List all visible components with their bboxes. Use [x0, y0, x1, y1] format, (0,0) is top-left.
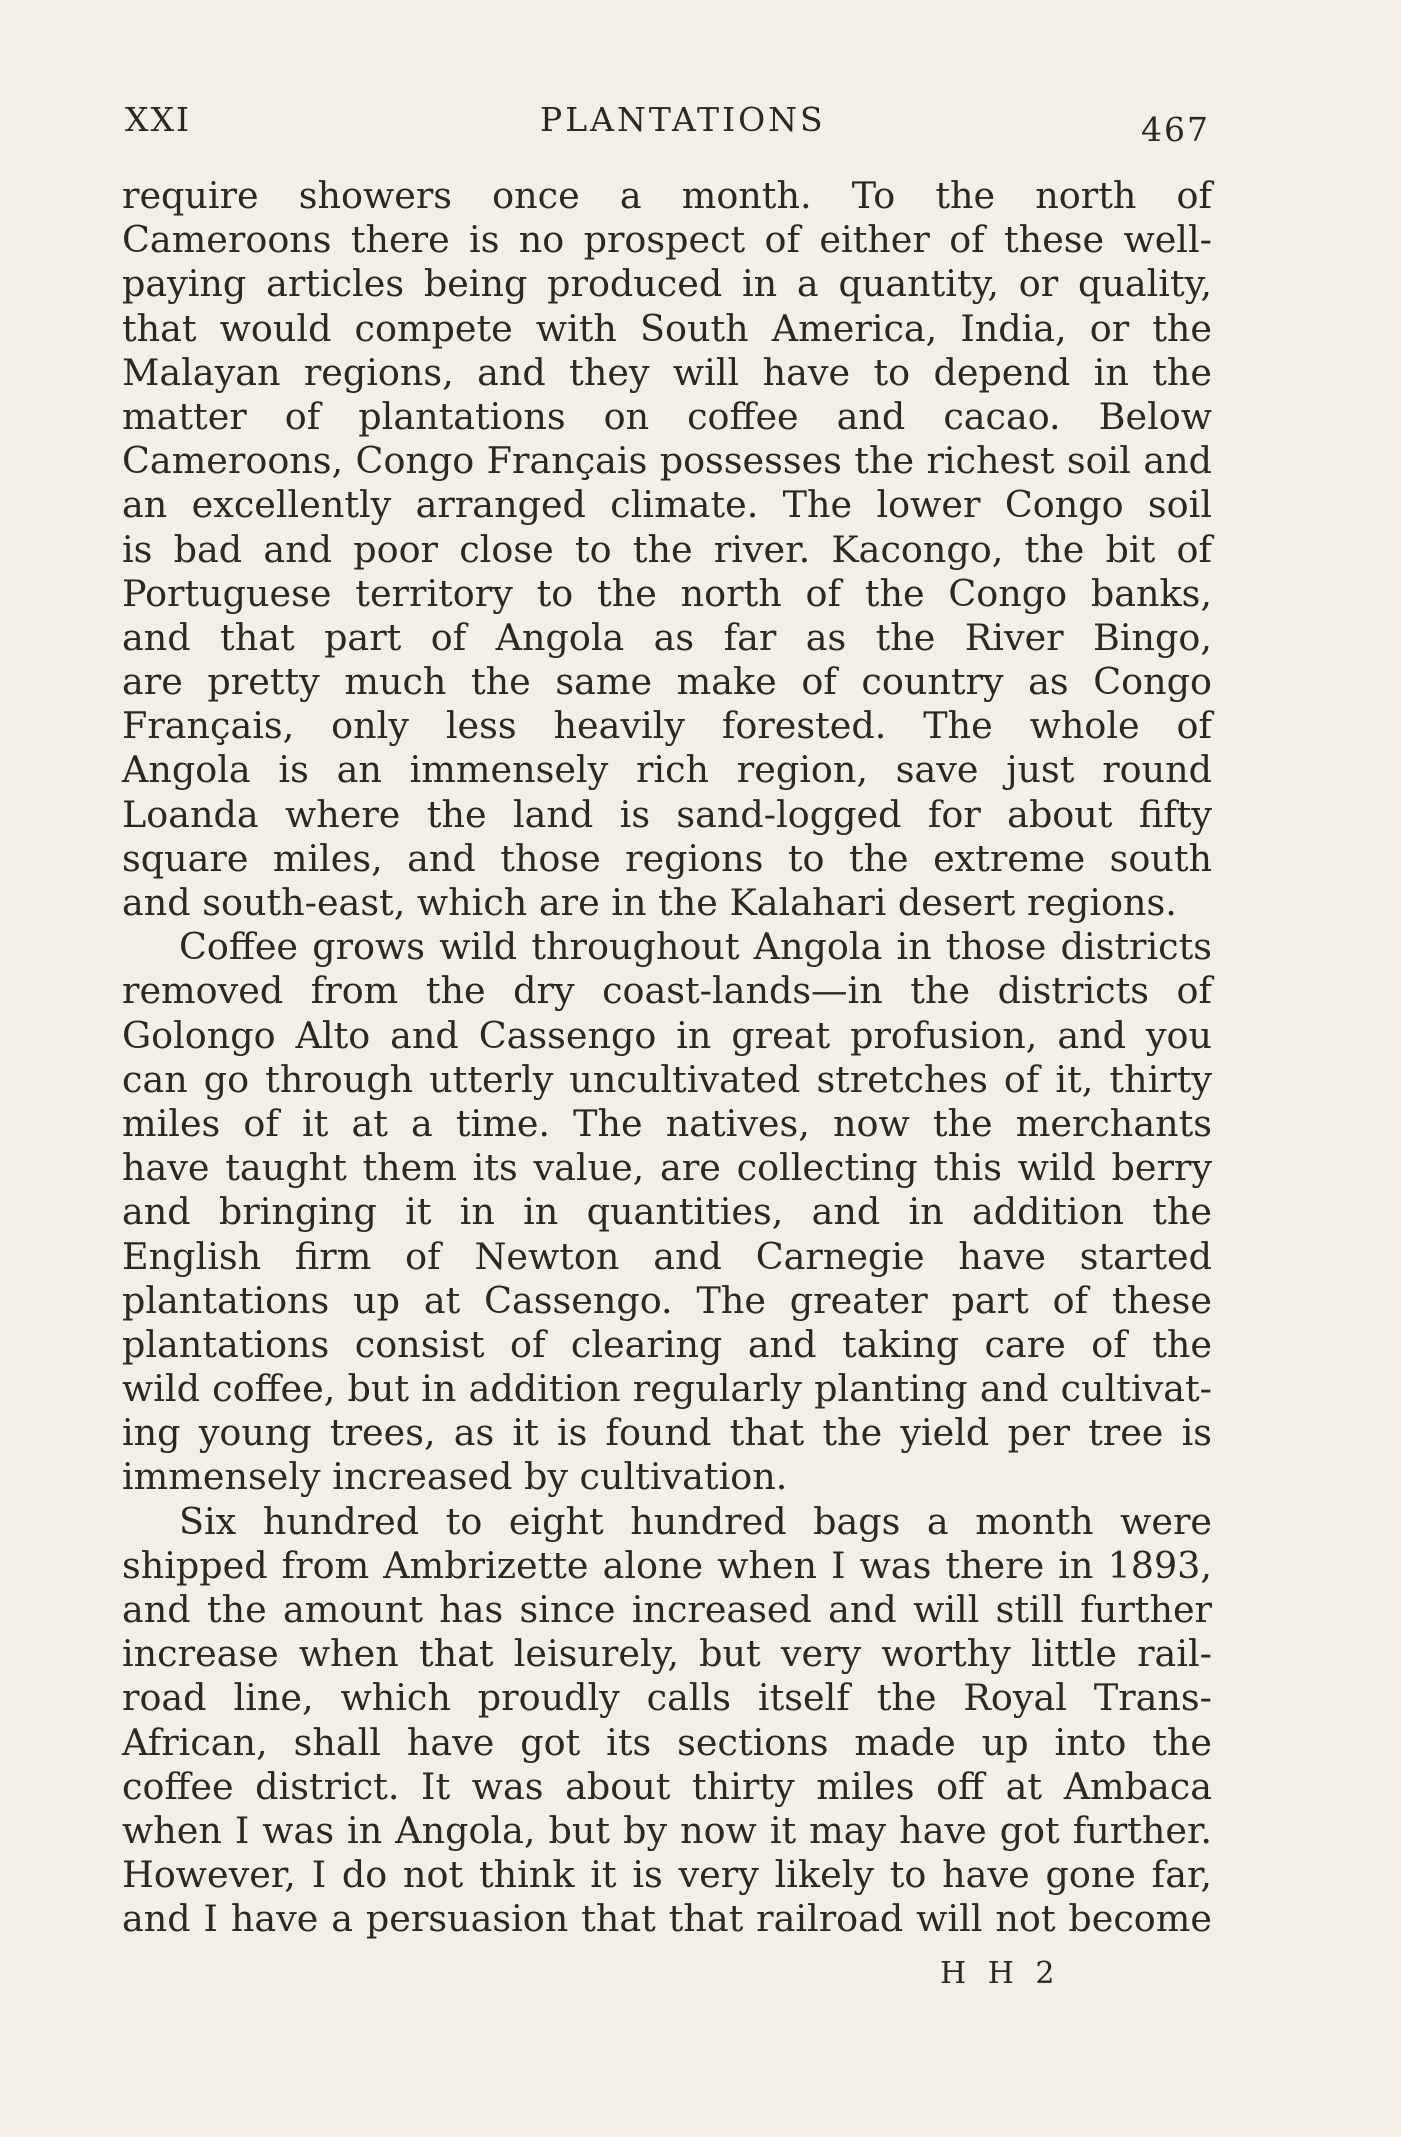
text-line: Français, only less heavily forested. The whole of	[122, 704, 1212, 748]
text-line: Coffee grows wild throughout Angola in those districts	[179, 925, 1212, 969]
text-line: shipped from Ambrizette alone when I was there in 1893,	[122, 1543, 1212, 1587]
text-line: miles of it at a time. The natives, now the merchants	[122, 1101, 1212, 1145]
text-line: and south-east, which are in the Kalahari desert regions.	[122, 881, 1177, 924]
text-line: increase when that leisurely, but very worthy little rail-	[122, 1632, 1212, 1676]
text-line: Angola is an immensely rich region, save just round	[122, 748, 1212, 792]
chapter-number: XXI	[125, 100, 192, 139]
text-line: African, shall have got its sections made up into the	[122, 1720, 1212, 1764]
text-line: paying articles being produced in a quantity, or quality,	[122, 262, 1212, 306]
text-line: Malayan regions, and they will have to depend in the	[122, 350, 1212, 394]
text-line: Portuguese territory to the north of the Congo banks,	[122, 571, 1212, 615]
text-line: can go through utterly uncultivated stretches of it, thirty	[122, 1057, 1212, 1101]
running-header	[125, 100, 1210, 150]
text-line: require showers once a month. To the north of	[122, 174, 1212, 217]
text-line: plantations up at Cassengo. The greater part of these	[122, 1278, 1212, 1322]
signature-mark: H H 2	[940, 1956, 1061, 1991]
text-line: and bringing it in in quantities, and in addition the	[122, 1190, 1212, 1234]
text-line: when I was in Angola, but by now it may have got further.	[122, 1808, 1212, 1852]
text-line: coffee district. It was about thirty miles off at Ambaca	[122, 1764, 1212, 1808]
text-line: plantations consist of clearing and taking care of the	[122, 1322, 1212, 1366]
text-line: an excellently arranged climate. The lower Congo soil	[122, 483, 1212, 527]
text-line: removed from the dry coast-lands—in the districts of	[122, 969, 1212, 1013]
text-line: matter of plantations on coffee and cacao. Below	[122, 394, 1212, 438]
text-line: Cameroons there is no prospect of either of these well-	[122, 218, 1212, 262]
text-line: immensely increased by cultivation.	[122, 1455, 788, 1499]
text-line: Cameroons, Congo Français possesses the richest soil and	[122, 439, 1212, 483]
text-line: Loanda where the land is sand-logged for about fifty	[122, 792, 1212, 836]
text-line: ing young trees, as it is found that the yield per tree is	[122, 1411, 1212, 1455]
page-number: 467	[1141, 110, 1210, 149]
text-line: English firm of Newton and Carnegie have started	[122, 1234, 1212, 1278]
text-line: Six hundred to eight hundred bags a month were	[179, 1499, 1212, 1543]
text-line: square miles, and those regions to the extreme south	[122, 836, 1212, 880]
text-line: and the amount has since increased and will still further	[122, 1588, 1212, 1631]
running-title: PLANTATIONS	[540, 100, 826, 139]
text-line: is bad and poor close to the river. Kacongo, the bit of	[122, 527, 1212, 571]
text-line: that would compete with South America, India, or the	[122, 306, 1212, 350]
body-text	[122, 174, 1212, 1942]
text-line: road line, which proudly calls itself the Royal Trans-	[122, 1676, 1212, 1720]
text-line: wild coffee, but in addition regularly planting and cultivat-	[122, 1367, 1212, 1411]
text-line: However, I do not think it is very likely to have gone far,	[122, 1853, 1212, 1897]
text-line: are pretty much the same make of country as Congo	[122, 660, 1212, 704]
text-line: Golongo Alto and Cassengo in great profusion, and you	[122, 1013, 1212, 1057]
text-line: and I have a persuasion that that railroad will not become	[122, 1897, 1212, 1941]
text-line: have taught them its value, are collecting this wild berry	[122, 1146, 1212, 1190]
text-line: and that part of Angola as far as the River Bingo,	[122, 615, 1212, 659]
